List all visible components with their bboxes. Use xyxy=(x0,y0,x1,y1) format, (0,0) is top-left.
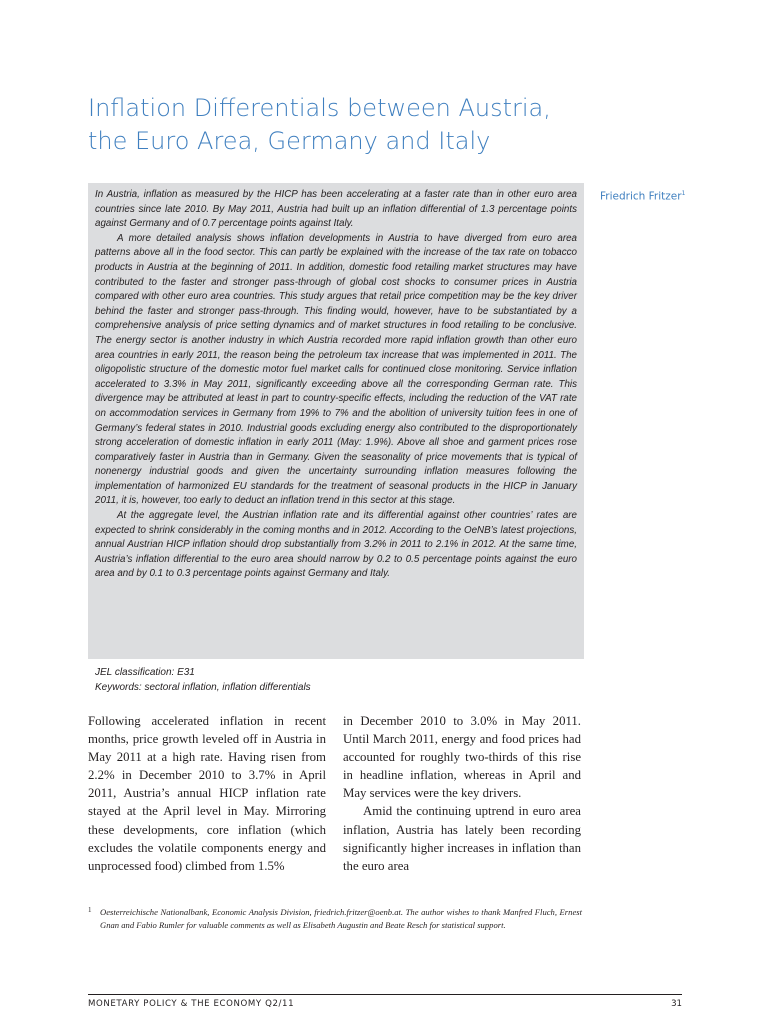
footer-divider xyxy=(88,994,682,995)
page-number: 31 xyxy=(671,999,682,1009)
jel-block xyxy=(95,665,575,695)
body-paragraph: Following accelerated inflation in recent months, price growth leveled off in Austria in May 2011 at a high rate. Having risen from 2.2% in December 2010 to 3.7% in April 2011, Austria’s annual HICP inflation rate stayed at the April level in May. Mirroring these developments, core inflation (which excludes the volatile components energy and unprocessed food) climbed from 1.5% xyxy=(88,714,326,873)
keywords: Keywords: sectoral inflation, inflation differentials xyxy=(95,682,311,693)
title-line-1: Inflation Differentials between Austria, xyxy=(88,94,551,122)
jel-classification: JEL classification: E31 xyxy=(95,667,195,678)
abstract-paragraph-3: At the aggregate level, the Austrian inflation rate and its differential against other countries’ rates are expected to shrink considerably in the coming months and in 2012. According to the OeNB’s latest projections, annual Austrian HICP inflation should drop substantially from 3.2% in 2011 to 2.1% in 2012. At the same time, Austria’s inflation differential to the euro area should narrow by 0.2 to 0.5 percentage points against the euro area and by 0.1 to 0.3 percentage points against Germany and Italy. xyxy=(95,510,577,580)
page-title xyxy=(88,92,648,158)
author-footnote-mark: 1 xyxy=(681,190,686,197)
footnote-text: Oesterreichische Nationalbank, Economic Analysis Division, friedrich.fritzer@oenb.at. The author wishes to thank Manfred Fluch, Ernest Gnan and Fabio Rumler for valuable comments as well as Elisabeth Augustin and Beate Resch for statistical support. xyxy=(100,907,582,930)
body-paragraph: Amid the continuing uptrend in euro area inflation, Austria has lately been recording significantly higher increases in inflation than the euro area xyxy=(343,804,581,873)
body-column-right xyxy=(343,712,581,875)
footer-journal-title: MONETARY POLICY & THE ECONOMY Q2/11 xyxy=(88,999,295,1009)
title-line-2: the Euro Area, Germany and Italy xyxy=(88,127,491,155)
footnote-mark: 1 xyxy=(88,906,92,914)
footnote xyxy=(88,906,582,931)
abstract-box xyxy=(88,183,584,659)
author-name xyxy=(600,190,685,203)
abstract-paragraph-1: In Austria, inflation as measured by the HICP has been accelerating at a faster rate than in other euro area countries since late 2010. By May 2011, Austria had built up an inflation differential of 1.3 percentage points against Germany and of 0.7 percentage points against Italy. xyxy=(95,189,577,230)
author-name-text: Friedrich Fritzer xyxy=(600,190,682,203)
body-column-left xyxy=(88,712,326,875)
body-paragraph: in December 2010 to 3.0% in May 2011. Until March 2011, energy and food prices had accounted for roughly two-thirds of this rise in headline inflation, whereas in April and May services were the key drivers. xyxy=(343,714,581,801)
abstract-paragraph-2: A more detailed analysis shows inflation developments in Austria to have diverged from euro area patterns above all in the food sector. This can partly be explained with the increase of the tax rate on tobacco products in Austria at the beginning of 2011. In addition, domestic food retailing market structures may have contributed to the faster and stronger pass-through of global cost shocks to consumer prices in Austria compared with other euro area countries. This study argues that retail price competition may be the key driver behind the faster and stronger pass-through. This finding would, however, have to be substantiated by a comprehensive analysis of price setting dynamics and of market structures in food retailing to be conclusive. The energy sector is another industry in which Austria recorded more rapid inflation growth than other euro area countries in early 2011, the reason being the petroleum tax increase that was implemented in 2011. The oligopolistic structure of the domestic motor fuel market calls for continued close monitoring. Service inflation accelerated to 3.3% in May 2011, significantly exceeding above all the corresponding German rate. This divergence may be attributed at least in part to country-specific effects, including the reduction of the VAT rate on accommodation services in Germany from 19% to 7% and the abolition of university tuition fees in one of Germany’s federal states in 2010. Industrial goods excluding energy also contributed to the disproportionately strong acceleration of domestic inflation in early 2011 (May: 1.9%). Above all shoe and garment prices rose comparatively faster in Austria than in Germany. Given the seasonality of price movements that is typical of nonenergy industrial goods and given the uncertainty surrounding inflation measures following the implementation of harmonized EU standards for the treatment of seasonal products in the HICP in January 2011, it is, however, too early to deduct an inflation trend in this sector at this stage. xyxy=(95,232,577,507)
